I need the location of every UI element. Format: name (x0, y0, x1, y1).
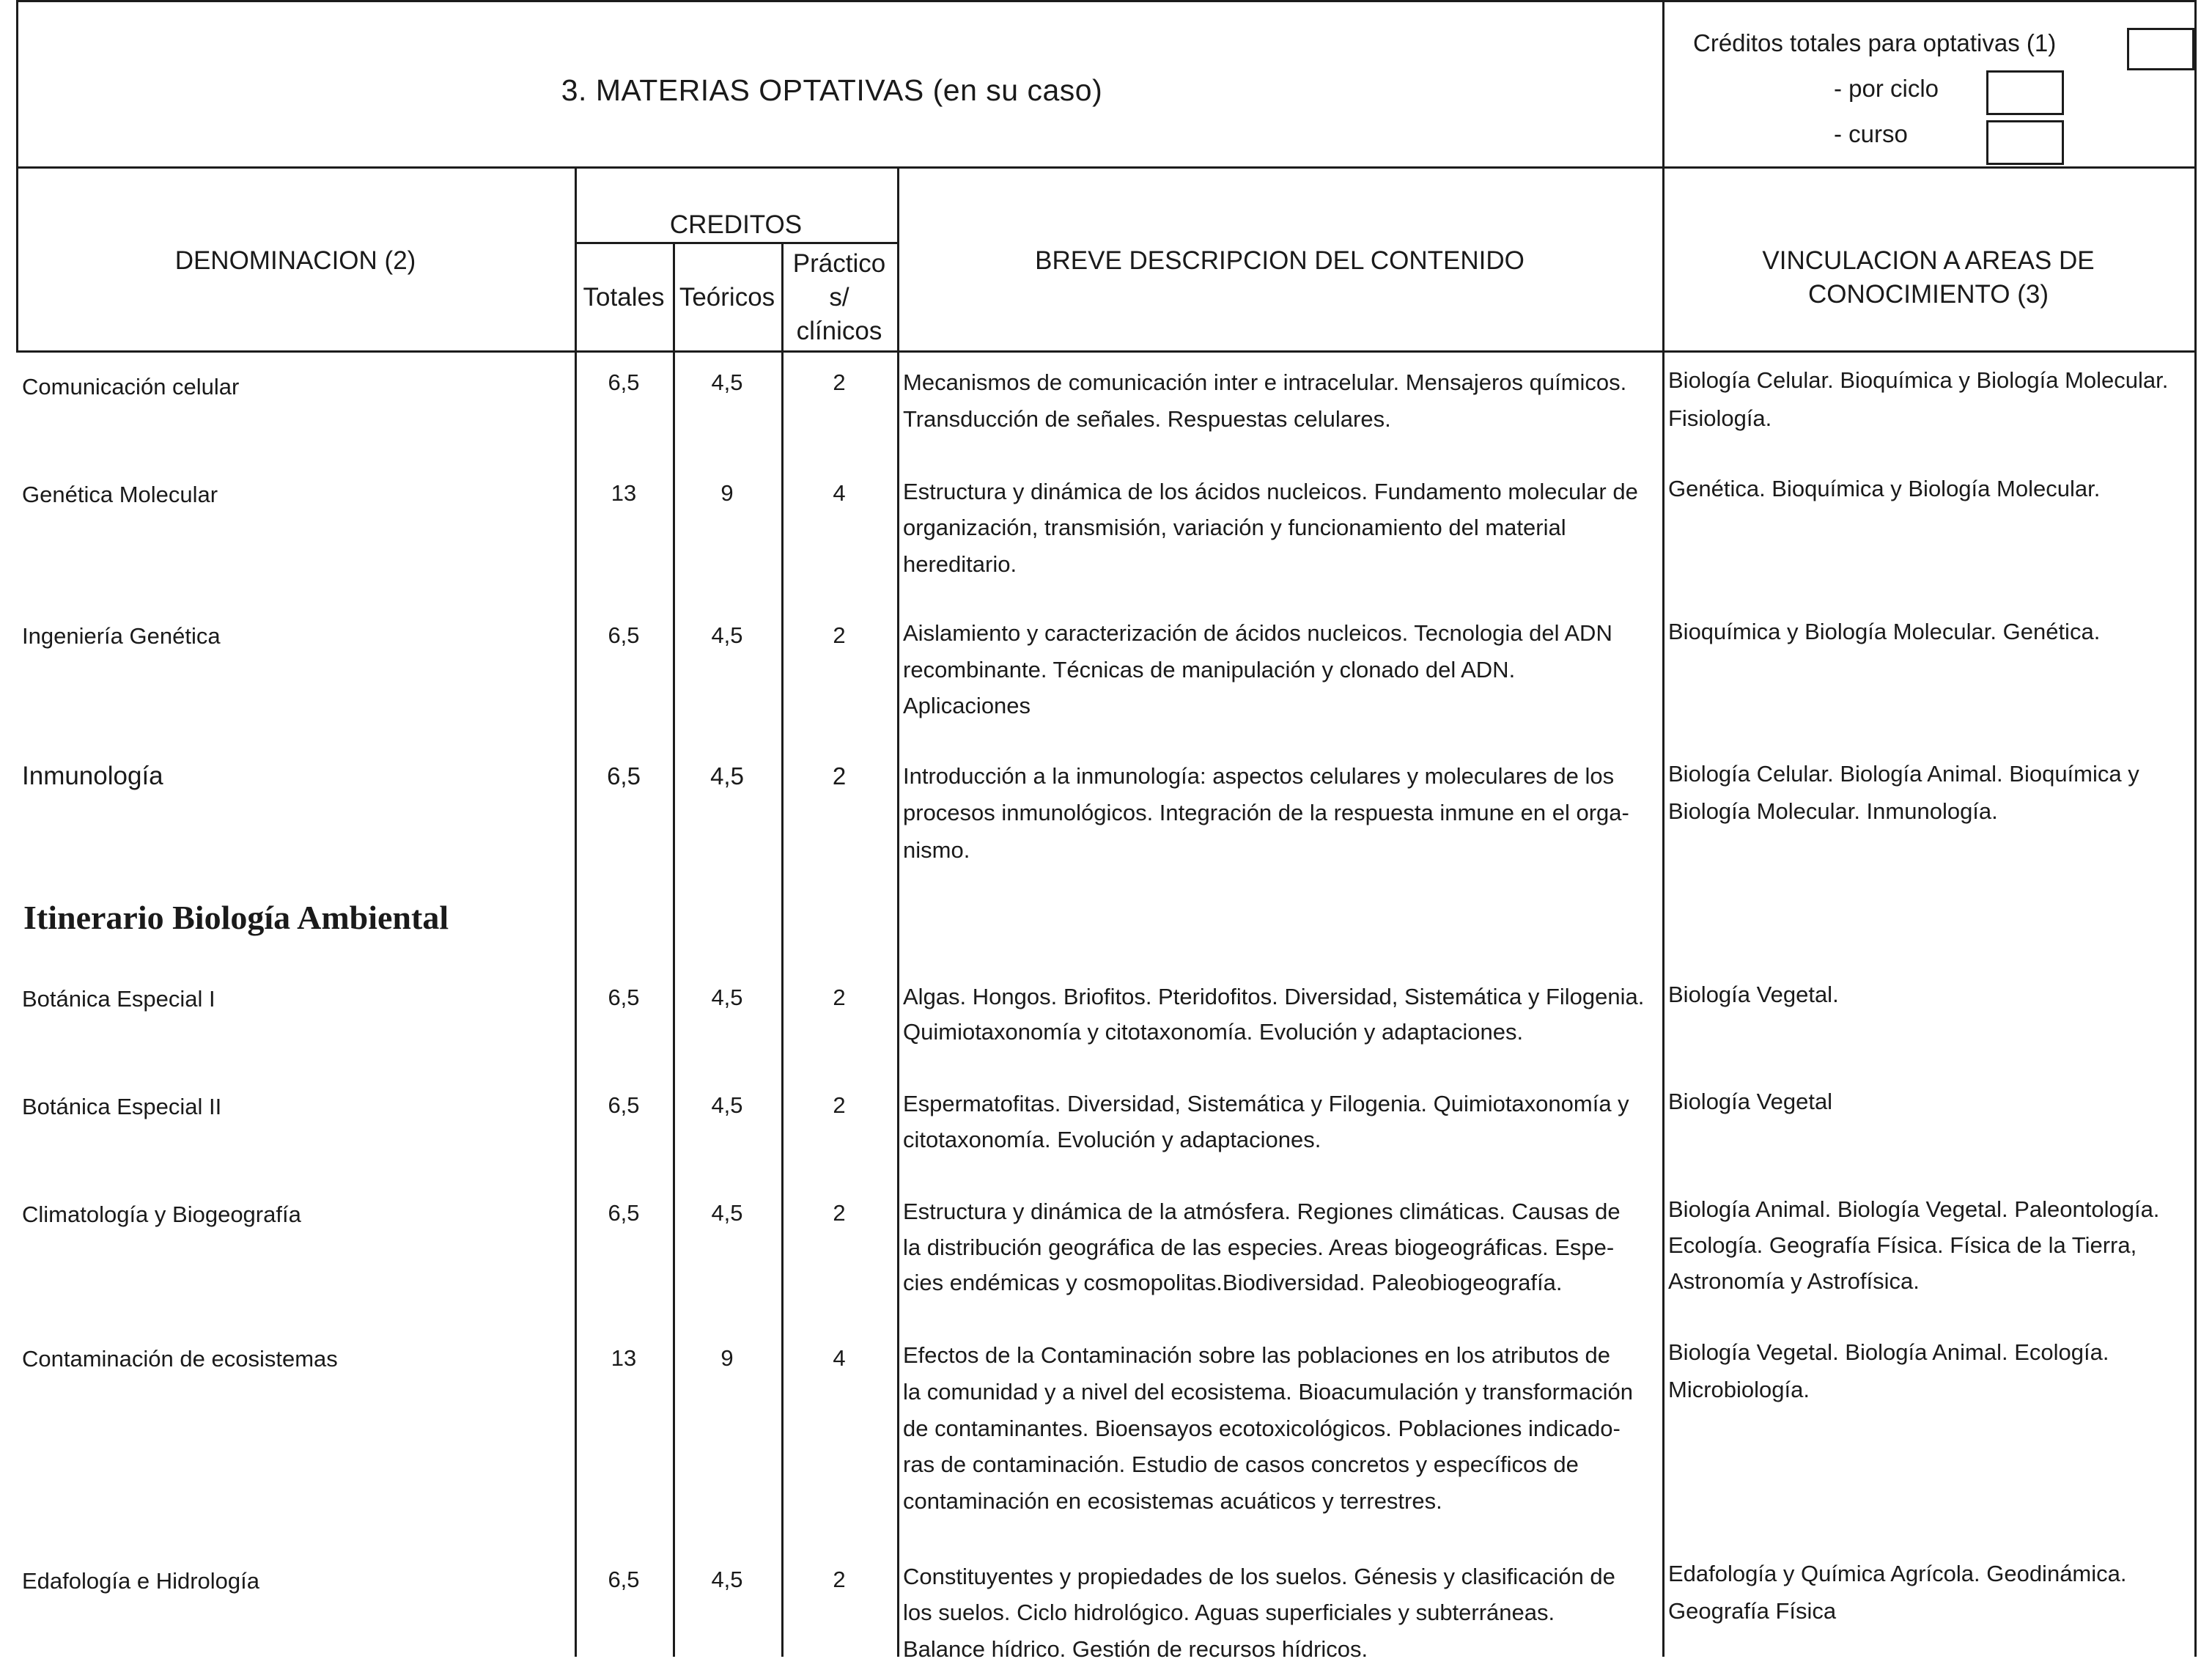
col-header-denominacion: DENOMINACION (2) (174, 246, 416, 275)
row-totales: 6,5 (608, 1567, 640, 1592)
row-teoricos: 9 (720, 1345, 734, 1371)
row-desc-line: de contaminantes. Bioensayos ecotoxicológicos. Poblaciones indicado- (903, 1416, 1621, 1441)
col-header-teoricos: Teóricos (679, 283, 775, 312)
row-teoricos: 9 (720, 480, 734, 506)
row-area-line: Genética. Bioquímica y Biología Molecular. (1668, 476, 2101, 501)
row-practicos: 2 (833, 622, 846, 648)
col-divider-totales (673, 242, 675, 1657)
row-name: Contaminación de ecosistemas (22, 1346, 338, 1372)
row-practicos: 2 (833, 1092, 846, 1118)
col-divider-practicos (897, 166, 899, 1657)
por-ciclo-box (1986, 70, 2064, 115)
row-practicos: 2 (833, 1200, 846, 1226)
curso-box (1986, 120, 2064, 165)
row-desc-line: ras de contaminación. Estudio de casos concretos y específicos de (903, 1451, 1579, 1477)
section-title-itinerario: Itinerario Biología Ambiental (23, 899, 449, 936)
row-practicos: 2 (832, 762, 847, 790)
row-desc-line: Estructura y dinámica de los ácidos nucleicos. Fundamento molecular de (903, 479, 1638, 504)
row-practicos: 2 (833, 369, 846, 395)
row-totales: 13 (611, 1345, 637, 1371)
row-practicos: 4 (833, 480, 846, 506)
row-name: Ingeniería Genética (22, 623, 221, 649)
row-area-line: Astronomía y Astrofísica. (1668, 1268, 1920, 1294)
row-desc-line: organización, transmisión, variación y funcionamiento del material (903, 515, 1566, 540)
row-desc-line: Constituyentes y propiedades de los suelos. Génesis y clasificación de (903, 1564, 1615, 1589)
credits-total-label: Créditos totales para optativas (1) (1693, 29, 2057, 56)
row-desc-line: Introducción a la inmunología: aspectos celulares y moleculares de los (903, 763, 1615, 789)
row-area-line: Biología Animal. Biología Vegetal. Paleontología. (1668, 1196, 2160, 1222)
row-desc-line: la distribución geográfica de las especies. Areas biogeográficas. Espe- (903, 1234, 1615, 1260)
row-totales: 6,5 (607, 762, 641, 790)
row-desc-line: Mecanismos de comunicación inter e intracelular. Mensajeros químicos. (903, 369, 1627, 395)
row-teoricos: 4,5 (711, 369, 743, 395)
col-divider-teoricos (781, 242, 784, 1657)
curso-label: - curso (1834, 120, 1908, 147)
row-practicos: 2 (833, 985, 846, 1010)
row-totales: 6,5 (608, 369, 640, 395)
row-teoricos: 4,5 (711, 1567, 743, 1592)
row-desc-line: nismo. (903, 837, 970, 863)
row-area-line: Biología Celular. Biología Animal. Bioquímica y (1668, 761, 2139, 787)
col-header-totales: Totales (583, 283, 665, 312)
row-name: Climatología y Biogeografía (22, 1202, 301, 1227)
row-teoricos: 4,5 (710, 762, 744, 790)
row-practicos: 4 (833, 1345, 846, 1371)
frame-right (2194, 0, 2197, 1657)
credits-total-box (2127, 28, 2194, 70)
row-desc-line: hereditario. (903, 551, 1017, 577)
col-divider-descripcion (1662, 166, 1664, 1657)
row-area-line: Bioquímica y Biología Molecular. Genética. (1668, 619, 2101, 644)
row-desc-line: Aplicaciones (903, 693, 1031, 718)
row-area-line: Biología Vegetal. (1668, 982, 1839, 1007)
row-desc-line: Algas. Hongos. Briofitos. Pteridofitos. Diversidad, Sistemática y Filogenia. (903, 984, 1645, 1009)
row-teoricos: 4,5 (711, 622, 743, 648)
col-header-vinculacion-1: VINCULACION A AREAS DE (1762, 246, 2095, 275)
row-totales: 6,5 (608, 622, 640, 648)
col-header-practicos-1: Práctico (792, 249, 886, 278)
row-area-line: Geografía Física (1668, 1598, 1837, 1624)
row-desc-line: procesos inmunológicos. Integración de la respuesta inmune en el orga- (903, 800, 1629, 825)
row-area-line: Fisiología. (1668, 405, 1772, 431)
frame-left (16, 0, 18, 350)
row-area-line: Microbiología. (1668, 1377, 1810, 1402)
col-header-practicos-3: clínicos (796, 317, 882, 345)
row-totales: 6,5 (608, 1200, 640, 1226)
row-area-line: Edafología y Química Agrícola. Geodinámica. (1668, 1561, 2127, 1586)
row-practicos: 2 (833, 1567, 846, 1592)
page-title: 3. MATERIAS OPTATIVAS (en su caso) (561, 73, 1103, 107)
row-desc-line: Efectos de la Contaminación sobre las poblaciones en los atributos de (903, 1342, 1611, 1368)
row-desc-line: la comunidad y a nivel del ecosistema. Bioacumulación y transformación (903, 1379, 1633, 1405)
row-desc-line: recombinante. Técnicas de manipulación y clonado del ADN. (903, 657, 1516, 682)
row-desc-line: Espermatofitas. Diversidad, Sistemática y Filogenia. Quimiotaxonomía y (903, 1091, 1629, 1116)
row-desc-line: Aislamiento y caracterización de ácidos nucleicos. Tecnologia del ADN (903, 620, 1612, 646)
row-name: Botánica Especial II (22, 1094, 222, 1119)
col-header-creditos: CREDITOS (669, 210, 803, 239)
row-name: Botánica Especial I (22, 986, 215, 1012)
row-desc-line: Balance hídrico. Gestión de recursos hídricos. (903, 1636, 1368, 1662)
row-desc-line: Transducción de señales. Respuestas celulares. (903, 406, 1391, 432)
row-desc-line: cies endémicas y cosmopolitas.Biodiversidad. Paleobiogeografía. (903, 1270, 1563, 1295)
col-header-vinculacion-2: CONOCIMIENTO (3) (1808, 280, 2049, 309)
row-area-line: Biología Vegetal. Biología Animal. Ecología. (1668, 1339, 2109, 1365)
row-desc-line: citotaxonomía. Evolución y adaptaciones. (903, 1127, 1321, 1152)
row-teoricos: 4,5 (711, 985, 743, 1010)
col-header-practicos-2: s/ (829, 283, 849, 312)
row-teoricos: 4,5 (711, 1092, 743, 1118)
row-desc-line: Estructura y dinámica de la atmósfera. Regiones climáticas. Causas de (903, 1199, 1621, 1224)
row-desc-line: Quimiotaxonomía y citotaxonomía. Evolución y adaptaciones. (903, 1019, 1524, 1045)
row-desc-line: los suelos. Ciclo hidrológico. Aguas superficiales y subterráneas. (903, 1600, 1555, 1625)
row-area-line: Biología Vegetal (1668, 1089, 1833, 1114)
row-name: Comunicación celular (22, 374, 240, 400)
frame-top (16, 0, 2197, 2)
col-header-descripcion: BREVE DESCRIPCION DEL CONTENIDO (1035, 246, 1525, 275)
row-area-line: Biología Molecular. Inmunología. (1668, 798, 1998, 824)
por-ciclo-label: - por ciclo (1834, 75, 1939, 102)
row-name: Genética Molecular (22, 482, 218, 507)
column-header-bottom-rule (16, 350, 2197, 353)
row-totales: 6,5 (608, 1092, 640, 1118)
row-area-line: Biología Celular. Bioquímica y Biología Molecular. (1668, 367, 2169, 393)
row-name: Edafología e Hidrología (22, 1568, 260, 1594)
row-teoricos: 4,5 (711, 1200, 743, 1226)
row-desc-line: contaminación en ecosistemas acuáticos y terrestres. (903, 1488, 1442, 1514)
header-bottom-rule (16, 166, 2197, 169)
row-area-line: Ecología. Geografía Física. Física de la Tierra, (1668, 1232, 2137, 1258)
row-totales: 13 (611, 480, 637, 506)
row-totales: 6,5 (608, 985, 640, 1010)
row-name: Inmunología (22, 762, 163, 790)
